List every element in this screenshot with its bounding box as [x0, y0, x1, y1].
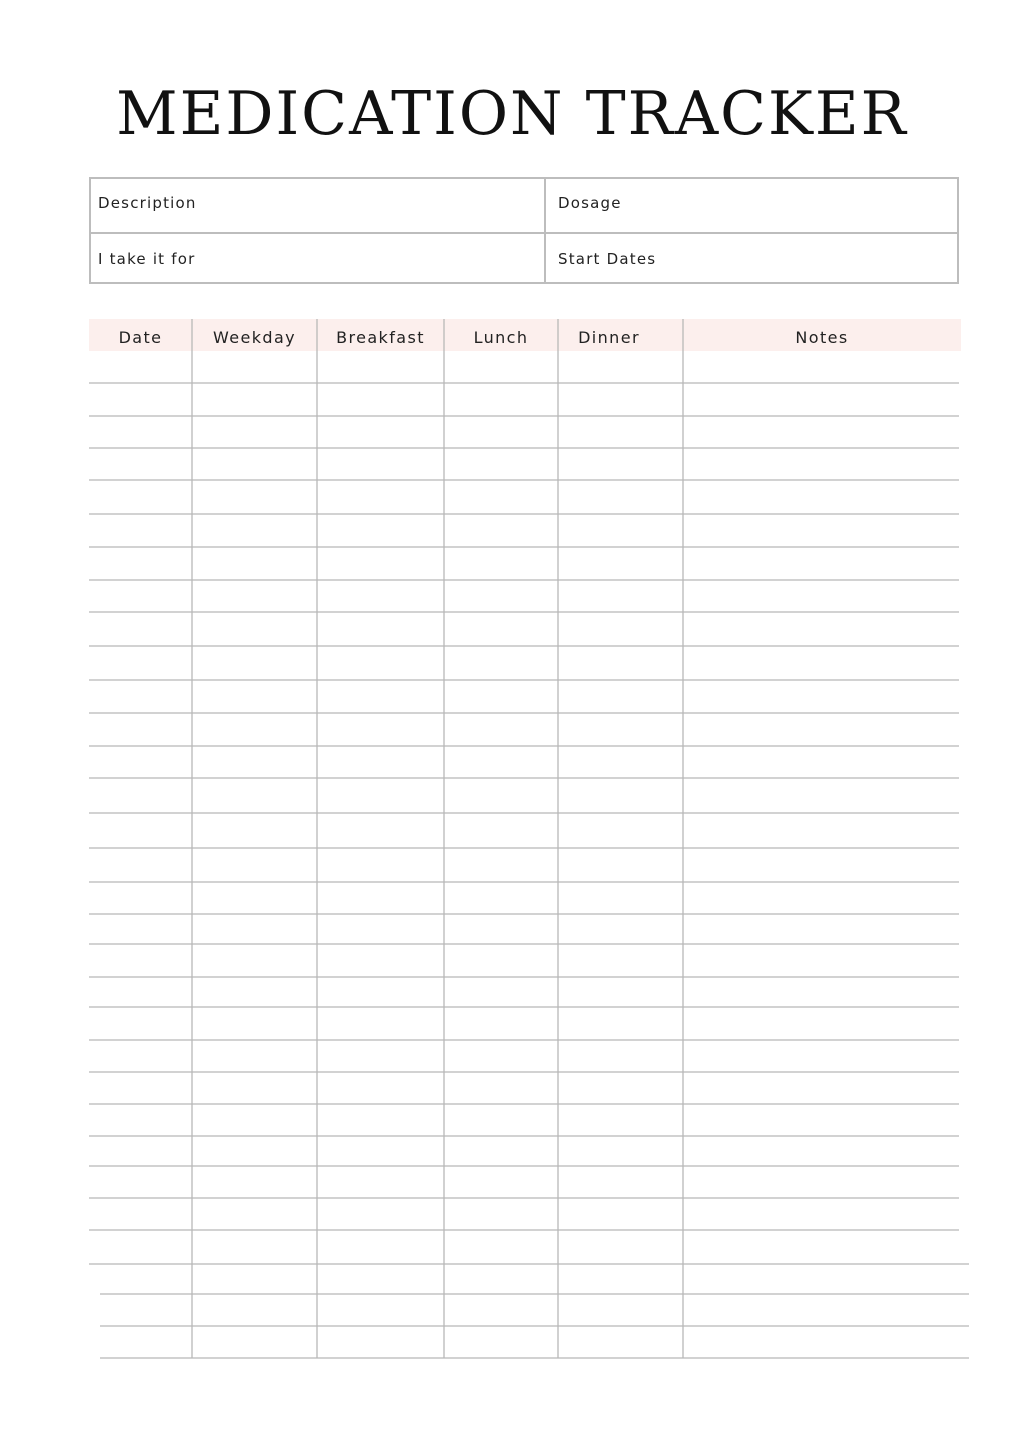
- breakfast-cell[interactable]: [317, 977, 444, 1007]
- dinner-cell[interactable]: [558, 1198, 683, 1230]
- date-cell[interactable]: [89, 1326, 192, 1358]
- weekday-cell[interactable]: [192, 1040, 317, 1072]
- table-row: [89, 1198, 961, 1230]
- start-dates-field[interactable]: Start Dates: [558, 250, 657, 268]
- lunch-cell[interactable]: [444, 977, 558, 1007]
- dinner-cell[interactable]: [558, 746, 683, 778]
- dinner-cell[interactable]: [558, 480, 683, 514]
- weekday-cell[interactable]: [192, 351, 317, 383]
- table-row: [89, 612, 961, 646]
- dinner-cell[interactable]: [558, 1294, 683, 1326]
- date-cell[interactable]: [89, 1040, 192, 1072]
- weekday-cell[interactable]: [192, 914, 317, 944]
- date-cell[interactable]: [89, 1198, 192, 1230]
- table-row: [89, 1326, 961, 1358]
- table-row: [89, 813, 961, 848]
- breakfast-cell[interactable]: [317, 580, 444, 612]
- table-row: [89, 416, 961, 448]
- lunch-cell[interactable]: [444, 383, 558, 416]
- dinner-cell[interactable]: [558, 646, 683, 680]
- breakfast-cell[interactable]: [317, 848, 444, 882]
- notes-cell[interactable]: [683, 480, 961, 514]
- table-row: [89, 1264, 961, 1294]
- weekday-cell[interactable]: [192, 848, 317, 882]
- dinner-cell[interactable]: [558, 612, 683, 646]
- date-cell[interactable]: [89, 1072, 192, 1104]
- breakfast-cell[interactable]: [317, 351, 444, 383]
- page-title: MEDICATION TRACKER: [116, 79, 908, 149]
- date-cell[interactable]: [89, 944, 192, 977]
- weekday-cell[interactable]: [192, 1294, 317, 1326]
- column-header-breakfast: Breakfast: [336, 328, 425, 347]
- weekday-cell[interactable]: [192, 1007, 317, 1040]
- notes-cell[interactable]: [683, 547, 961, 580]
- breakfast-cell[interactable]: [317, 480, 444, 514]
- notes-cell[interactable]: [683, 778, 961, 813]
- table-row: [89, 1230, 961, 1264]
- weekday-cell[interactable]: [192, 1166, 317, 1198]
- lunch-cell[interactable]: [444, 580, 558, 612]
- notes-cell[interactable]: [683, 383, 961, 416]
- date-cell[interactable]: [89, 713, 192, 746]
- lunch-cell[interactable]: [444, 1136, 558, 1166]
- date-cell[interactable]: [89, 351, 192, 383]
- date-cell[interactable]: [89, 1294, 192, 1326]
- dinner-cell[interactable]: [558, 1230, 683, 1264]
- notes-cell[interactable]: [683, 848, 961, 882]
- dinner-cell[interactable]: [558, 1104, 683, 1136]
- table-row: [89, 778, 961, 813]
- dinner-cell[interactable]: [558, 944, 683, 977]
- breakfast-cell[interactable]: [317, 680, 444, 713]
- dinner-cell[interactable]: [558, 580, 683, 612]
- lunch-cell[interactable]: [444, 713, 558, 746]
- notes-cell[interactable]: [683, 1040, 961, 1072]
- lunch-cell[interactable]: [444, 448, 558, 480]
- dinner-cell[interactable]: [558, 1072, 683, 1104]
- description-field[interactable]: Description: [98, 194, 197, 212]
- weekday-cell[interactable]: [192, 1264, 317, 1294]
- table-row: [89, 1166, 961, 1198]
- dinner-cell[interactable]: [558, 778, 683, 813]
- notes-cell[interactable]: [683, 713, 961, 746]
- lunch-cell[interactable]: [444, 612, 558, 646]
- breakfast-cell[interactable]: [317, 1007, 444, 1040]
- weekday-cell[interactable]: [192, 778, 317, 813]
- date-cell[interactable]: [89, 1104, 192, 1136]
- date-cell[interactable]: [89, 882, 192, 914]
- notes-cell[interactable]: [683, 514, 961, 547]
- date-cell[interactable]: [89, 778, 192, 813]
- dinner-cell[interactable]: [558, 977, 683, 1007]
- breakfast-cell[interactable]: [317, 746, 444, 778]
- lunch-cell[interactable]: [444, 1007, 558, 1040]
- notes-cell[interactable]: [683, 1264, 961, 1294]
- date-cell[interactable]: [89, 1007, 192, 1040]
- date-cell[interactable]: [89, 680, 192, 713]
- breakfast-cell[interactable]: [317, 383, 444, 416]
- take-it-for-field[interactable]: I take it for: [98, 250, 196, 268]
- weekday-cell[interactable]: [192, 514, 317, 547]
- table-row: [89, 646, 961, 680]
- breakfast-cell[interactable]: [317, 1264, 444, 1294]
- breakfast-cell[interactable]: [317, 612, 444, 646]
- notes-cell[interactable]: [683, 813, 961, 848]
- date-cell[interactable]: [89, 547, 192, 580]
- breakfast-cell[interactable]: [317, 1040, 444, 1072]
- breakfast-cell[interactable]: [317, 448, 444, 480]
- breakfast-cell[interactable]: [317, 1072, 444, 1104]
- table-row: [89, 1040, 961, 1072]
- date-cell[interactable]: [89, 416, 192, 448]
- breakfast-cell[interactable]: [317, 547, 444, 580]
- lunch-cell[interactable]: [444, 547, 558, 580]
- breakfast-cell[interactable]: [317, 1326, 444, 1358]
- notes-cell[interactable]: [683, 914, 961, 944]
- notes-cell[interactable]: [683, 1166, 961, 1198]
- lunch-cell[interactable]: [444, 1072, 558, 1104]
- weekday-cell[interactable]: [192, 713, 317, 746]
- weekday-cell[interactable]: [192, 977, 317, 1007]
- breakfast-cell[interactable]: [317, 914, 444, 944]
- date-cell[interactable]: [89, 480, 192, 514]
- lunch-cell[interactable]: [444, 351, 558, 383]
- lunch-cell[interactable]: [444, 914, 558, 944]
- lunch-cell[interactable]: [444, 680, 558, 713]
- lunch-cell[interactable]: [444, 416, 558, 448]
- dinner-cell[interactable]: [558, 514, 683, 547]
- dinner-cell[interactable]: [558, 882, 683, 914]
- table-row: [89, 383, 961, 416]
- breakfast-cell[interactable]: [317, 646, 444, 680]
- lunch-cell[interactable]: [444, 778, 558, 813]
- date-cell[interactable]: [89, 383, 192, 416]
- notes-cell[interactable]: [683, 612, 961, 646]
- notes-cell[interactable]: [683, 580, 961, 612]
- notes-cell[interactable]: [683, 1136, 961, 1166]
- dinner-cell[interactable]: [558, 383, 683, 416]
- notes-cell[interactable]: [683, 977, 961, 1007]
- breakfast-cell[interactable]: [317, 713, 444, 746]
- lunch-cell[interactable]: [444, 480, 558, 514]
- date-cell[interactable]: [89, 580, 192, 612]
- breakfast-cell[interactable]: [317, 944, 444, 977]
- table-row: [89, 480, 961, 514]
- lunch-cell[interactable]: [444, 1264, 558, 1294]
- notes-cell[interactable]: [683, 944, 961, 977]
- date-cell[interactable]: [89, 612, 192, 646]
- table-row: [89, 1072, 961, 1104]
- date-cell[interactable]: [89, 977, 192, 1007]
- notes-cell[interactable]: [683, 351, 961, 383]
- table-row: [89, 848, 961, 882]
- notes-cell[interactable]: [683, 416, 961, 448]
- lunch-cell[interactable]: [444, 1166, 558, 1198]
- table-row: [89, 1136, 961, 1166]
- lunch-cell[interactable]: [444, 1040, 558, 1072]
- table-row: [89, 448, 961, 480]
- dosage-field[interactable]: Dosage: [558, 194, 622, 212]
- weekday-cell[interactable]: [192, 1230, 317, 1264]
- date-cell[interactable]: [89, 1136, 192, 1166]
- breakfast-cell[interactable]: [317, 1166, 444, 1198]
- weekday-cell[interactable]: [192, 746, 317, 778]
- notes-cell[interactable]: [683, 680, 961, 713]
- notes-cell[interactable]: [683, 1104, 961, 1136]
- dinner-cell[interactable]: [558, 813, 683, 848]
- breakfast-cell[interactable]: [317, 778, 444, 813]
- column-header-weekday: Weekday: [212, 328, 297, 347]
- dinner-cell[interactable]: [558, 1040, 683, 1072]
- weekday-cell[interactable]: [192, 944, 317, 977]
- weekday-cell[interactable]: [192, 612, 317, 646]
- notes-cell[interactable]: [683, 882, 961, 914]
- table-row: [89, 680, 961, 713]
- table-row: [89, 1104, 961, 1136]
- date-cell[interactable]: [89, 1230, 192, 1264]
- date-cell[interactable]: [89, 448, 192, 480]
- dinner-cell[interactable]: [558, 1007, 683, 1040]
- table-row: [89, 944, 961, 977]
- notes-cell[interactable]: [683, 448, 961, 480]
- dinner-cell[interactable]: [558, 680, 683, 713]
- notes-cell[interactable]: [683, 646, 961, 680]
- weekday-cell[interactable]: [192, 882, 317, 914]
- table-row: [89, 514, 961, 547]
- breakfast-cell[interactable]: [317, 514, 444, 547]
- breakfast-cell[interactable]: [317, 1294, 444, 1326]
- lunch-cell[interactable]: [444, 944, 558, 977]
- column-header-dinner: Dinner: [578, 328, 640, 347]
- breakfast-cell[interactable]: [317, 1198, 444, 1230]
- lunch-cell[interactable]: [444, 514, 558, 547]
- date-cell[interactable]: [89, 746, 192, 778]
- weekday-cell[interactable]: [192, 480, 317, 514]
- breakfast-cell[interactable]: [317, 1230, 444, 1264]
- table-row: [89, 547, 961, 580]
- table-row: [89, 882, 961, 914]
- weekday-cell[interactable]: [192, 1326, 317, 1358]
- weekday-cell[interactable]: [192, 383, 317, 416]
- column-header-date: Date: [118, 328, 163, 347]
- dinner-cell[interactable]: [558, 1326, 683, 1358]
- table-row: [89, 580, 961, 612]
- notes-cell[interactable]: [683, 1072, 961, 1104]
- weekday-cell[interactable]: [192, 680, 317, 713]
- dinner-cell[interactable]: [558, 448, 683, 480]
- breakfast-cell[interactable]: [317, 813, 444, 848]
- dinner-cell[interactable]: [558, 1264, 683, 1294]
- dinner-cell[interactable]: [558, 416, 683, 448]
- weekday-cell[interactable]: [192, 1198, 317, 1230]
- weekday-cell[interactable]: [192, 646, 317, 680]
- table-row: [89, 1294, 961, 1326]
- date-cell[interactable]: [89, 848, 192, 882]
- breakfast-cell[interactable]: [317, 416, 444, 448]
- lunch-cell[interactable]: [444, 646, 558, 680]
- weekday-cell[interactable]: [192, 813, 317, 848]
- dinner-cell[interactable]: [558, 914, 683, 944]
- notes-cell[interactable]: [683, 1007, 961, 1040]
- weekday-cell[interactable]: [192, 1072, 317, 1104]
- breakfast-cell[interactable]: [317, 1104, 444, 1136]
- lunch-cell[interactable]: [444, 1326, 558, 1358]
- notes-cell[interactable]: [683, 1294, 961, 1326]
- table-row: [89, 977, 961, 1007]
- column-header-lunch: Lunch: [473, 328, 529, 347]
- notes-cell[interactable]: [683, 1326, 961, 1358]
- date-cell[interactable]: [89, 646, 192, 680]
- column-header-notes: Notes: [795, 328, 849, 347]
- notes-cell[interactable]: [683, 1198, 961, 1230]
- lunch-cell[interactable]: [444, 813, 558, 848]
- date-cell[interactable]: [89, 914, 192, 944]
- weekday-cell[interactable]: [192, 416, 317, 448]
- breakfast-cell[interactable]: [317, 882, 444, 914]
- weekday-cell[interactable]: [192, 1104, 317, 1136]
- lunch-cell[interactable]: [444, 882, 558, 914]
- table-row: [89, 914, 961, 944]
- date-cell[interactable]: [89, 1264, 192, 1294]
- lunch-cell[interactable]: [444, 1198, 558, 1230]
- date-cell[interactable]: [89, 514, 192, 547]
- lunch-cell[interactable]: [444, 848, 558, 882]
- dinner-cell[interactable]: [558, 547, 683, 580]
- lunch-cell[interactable]: [444, 1104, 558, 1136]
- weekday-cell[interactable]: [192, 580, 317, 612]
- table-row: [89, 746, 961, 778]
- date-cell[interactable]: [89, 813, 192, 848]
- lunch-cell[interactable]: [444, 1230, 558, 1264]
- dinner-cell[interactable]: [558, 1136, 683, 1166]
- lunch-cell[interactable]: [444, 746, 558, 778]
- table-row: [89, 351, 961, 383]
- lunch-cell[interactable]: [444, 1294, 558, 1326]
- dinner-cell[interactable]: [558, 713, 683, 746]
- weekday-cell[interactable]: [192, 1136, 317, 1166]
- dinner-cell[interactable]: [558, 351, 683, 383]
- weekday-cell[interactable]: [192, 547, 317, 580]
- weekday-cell[interactable]: [192, 448, 317, 480]
- table-row: [89, 713, 961, 746]
- table-row: [89, 1007, 961, 1040]
- dinner-cell[interactable]: [558, 848, 683, 882]
- date-cell[interactable]: [89, 1166, 192, 1198]
- breakfast-cell[interactable]: [317, 1136, 444, 1166]
- notes-cell[interactable]: [683, 1230, 961, 1264]
- dinner-cell[interactable]: [558, 1166, 683, 1198]
- notes-cell[interactable]: [683, 746, 961, 778]
